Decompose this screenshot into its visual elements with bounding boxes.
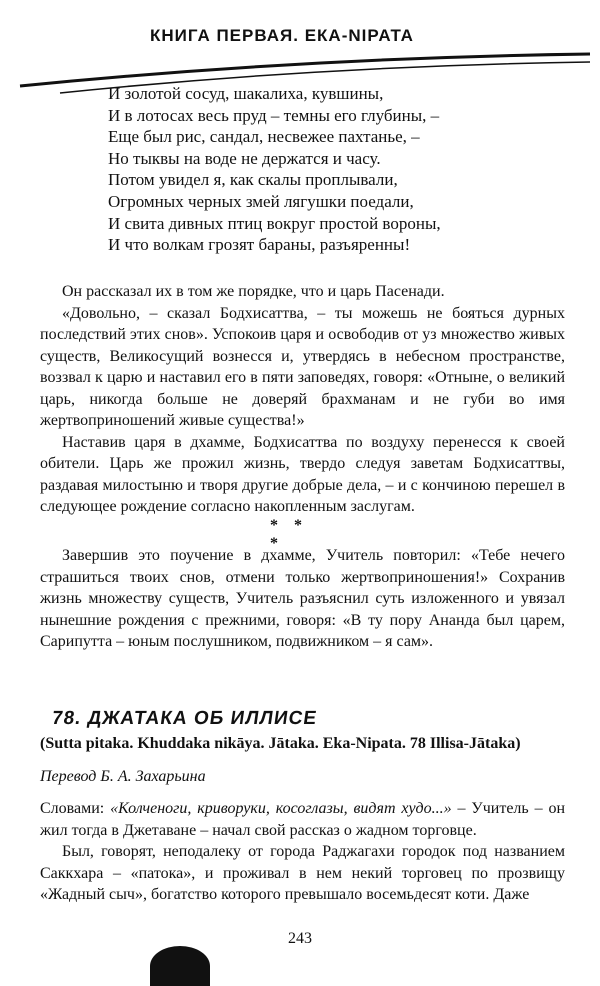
verse-line: Еще был рис, сандал, несвежее пахтанье, – <box>108 127 420 147</box>
paragraph <box>40 798 565 841</box>
page-number: 243 <box>288 930 312 947</box>
scan-corner-blot <box>150 946 210 986</box>
lead-rest: – Учитель – он жил тогда в Джетаване – начал свой рассказ о жадном торговце. <box>40 800 566 839</box>
section-separator: * * * <box>270 517 308 552</box>
verse-line: И в лотосах весь пруд – темны его глубины, – <box>108 105 440 125</box>
paragraph: Был, говорят, неподалеку от города Раджагахи городок под названием Саккхара – «патока», и проживал в нем некий торговец по прозвищу «Жадный сыч», богатство которого превышало восемьдесят коти. Даже <box>40 843 565 903</box>
verse-line: Но тыквы на воде не держатся и часу. <box>108 148 381 168</box>
paragraph: «Довольно, – сказал Бодхисаттва, – ты можешь не бояться дурных последствий этих снов». Успокоив царя и освободив от уз множество живых существ, Великосущий вознесся и, утвердясь в небесном пространстве, воззвал к царю и наставил его в пяти заповедях, говоря: «Отныне, о великий царь, никогда больше не доверяй брахманам и не губи во имя жертвоприношений живые существа!» <box>40 304 565 429</box>
paragraph: Он рассказал их в том же порядке, что и царь Пасенади. <box>62 283 445 300</box>
section-source: (Sutta pitaka. Khuddaka nikāya. Jātaka. Eka-Nipata. 78 Illisa-Jātaka) <box>40 735 521 752</box>
verse-block <box>108 83 548 256</box>
paragraph: Завершив это поучение в дхамме, Учитель повторил: «Тебе нечего страшиться твоих снов, отмени только жертвоприношения!» Сохранив жизнь множеству существ, Учитель разъяснил суть изложенного и увязал нынешние рождения с прежними, говоря: «В ту пору Ананда был царем, Сарипутта – юным послушником, подвижником – я сам». <box>40 547 565 650</box>
translator-credit: Перевод Б. А. Захарьина <box>40 768 206 785</box>
section-body <box>40 798 565 906</box>
verse-line: Огромных черных змей лягушки поедали, <box>108 191 414 211</box>
lead-text: Словами: <box>40 800 111 817</box>
verse-line: И свита дивных птиц вокруг простой вороны, <box>108 213 441 233</box>
opening-quote: «Колченоги, криворуки, косоглазы, видят худо...» <box>110 800 452 817</box>
paragraph: Наставив царя в дхамме, Бодхисаттва по воздуху перенесся к своей обители. Царь же прожил жизнь, твердо следуя заветам Бодхисаттвы, раздавая милостыню и творя другие добрые дела, – и с кончиною перешел в следующее рождение согласно накопленным заслугам. <box>40 433 565 515</box>
verse-line: И золотой сосуд, шакалиха, кувшины, <box>108 84 384 103</box>
verse-line: И что волкам грозят бараны, разъяренны! <box>108 235 411 255</box>
section-title: 78. ДЖАТАКА ОБ ИЛЛИСЕ <box>50 708 319 729</box>
narrative-block <box>40 281 565 518</box>
running-head: КНИГА ПЕРВАЯ. ЕКА-NIPATA <box>150 26 414 45</box>
closing-block <box>40 545 565 653</box>
verse-line: Потом увидел я, как скалы проплывали, <box>108 170 398 190</box>
